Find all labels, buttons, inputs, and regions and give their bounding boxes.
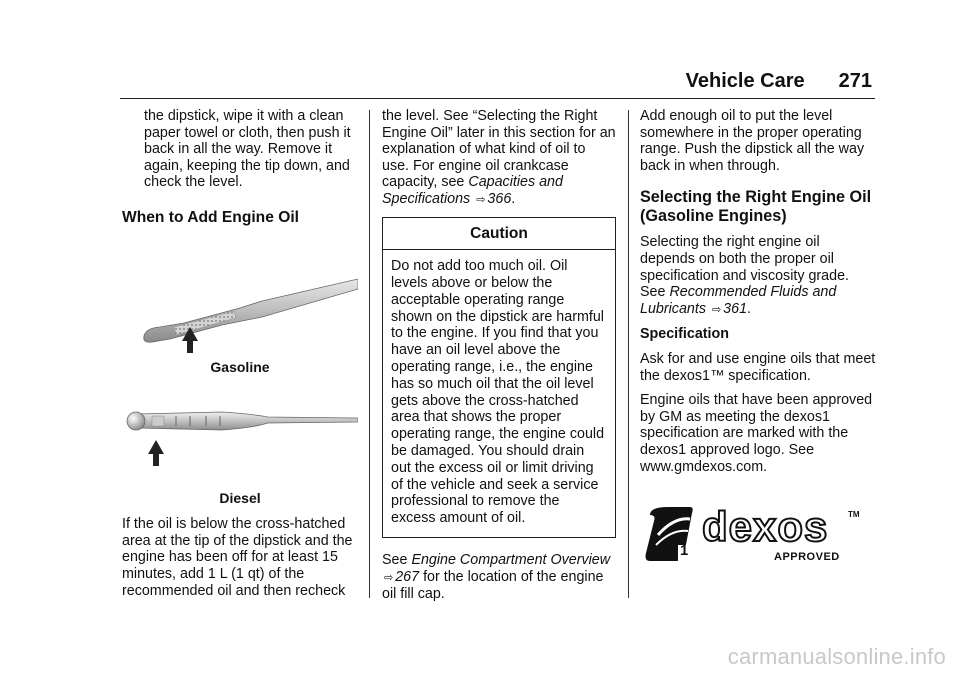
level-paragraph: the level. See “Selecting the Right Engine Oil” later in this section for an explanation of what kind of oil to use. For engine oil crankcase capacity, see Capacities and Specifications ⇨ 366.	[382, 108, 616, 207]
caution-box	[382, 217, 616, 538]
page-ref[interactable]: 366	[487, 190, 512, 207]
caution-title: Caution	[383, 218, 615, 251]
diesel-dipstick-figure	[122, 386, 358, 486]
when-to-add-heading: When to Add Engine Oil	[122, 208, 299, 226]
recheck-paragraph: If the oil is below the cross-hatched area at the tip of the dipstick and the engine has been off for at least 15 minutes, add 1 L (1 qt) of the recommended oil and then recheck	[122, 516, 353, 599]
page-ref[interactable]: 267	[395, 568, 420, 585]
caution-text: Do not add too much oil. Oil levels above or below the acceptable operating range shown on the dipstick are harmful to the engine. If you find that you have an oil level above the operating range, i.e., the engine has so much oil that the oil level gets above the cross-hatched area that shows the proper operating range, the engine could be damaged. You should drain out the excess oil or limit driving of the vehicle and seek a service professional to remove the excess amount of oil.	[391, 258, 605, 527]
watermark: carmanualsonline.info	[727, 644, 946, 669]
dexos-spec-paragraph: Ask for and use engine oils that meet the dexos1™ specification.	[640, 350, 876, 384]
gasoline-caption: Gasoline	[210, 358, 270, 375]
page-ref[interactable]: 361	[723, 300, 748, 317]
column-2	[382, 108, 616, 611]
recommended-fluids-link[interactable]: Recommended Fluids and Lubricants	[640, 284, 837, 317]
dexos-approved-logo	[640, 505, 876, 565]
page-ref-arrow-icon: ⇨	[476, 193, 486, 206]
dexos-number: 1	[680, 542, 689, 560]
arrow-up-icon	[148, 440, 164, 466]
specification-heading: Specification	[640, 326, 729, 343]
dexos-approved-paragraph: Engine oils that have been approved by GM as meeting the dexos1 specification are marked with the dexos1 approved logo. See www.gmdexos.com.	[640, 392, 873, 475]
page-header	[686, 70, 872, 93]
page-ref-arrow-icon: ⇨	[711, 303, 722, 316]
selecting-paragraph: Selecting the right engine oil depends on both the proper oil specification and viscosity grade. See Recommended Fluids and Lubricants ⇨ 361.	[640, 234, 850, 317]
column-3	[640, 108, 876, 565]
column-divider-2	[628, 110, 629, 598]
capacities-link[interactable]: Capacities and Specifications	[382, 174, 563, 207]
header-rule	[120, 98, 875, 99]
gasoline-dipstick-figure	[122, 235, 358, 355]
selecting-oil-heading: Selecting the Right Engine Oil (Gasoline Engines)	[640, 188, 872, 226]
diesel-caption: Diesel	[219, 489, 261, 506]
add-oil-paragraph: Add enough oil to put the level somewhere in the proper operating range. Push the dipstick all the way back in when through.	[640, 108, 865, 174]
intro-paragraph: the dipstick, wipe it with a clean paper towel or cloth, then push it back in all the way. Remove it again, keeping the tip down, and check the level.	[144, 108, 351, 191]
dexos-tm: TM	[848, 510, 860, 520]
engine-compartment-link[interactable]: Engine Compartment Overview	[411, 551, 611, 568]
column-divider-1	[369, 110, 370, 598]
section-title: Vehicle Care	[685, 70, 805, 92]
page-ref-arrow-icon: ⇨	[384, 571, 394, 584]
page-number: 271	[838, 70, 872, 92]
dexos-approved-text: APPROVED	[774, 551, 840, 564]
fill-cap-paragraph: See Engine Compartment Overview ⇨ 267 for the location of the engine oil fill cap.	[382, 551, 611, 603]
column-1	[122, 108, 358, 607]
dexos-wordmark: dexos	[702, 503, 829, 551]
